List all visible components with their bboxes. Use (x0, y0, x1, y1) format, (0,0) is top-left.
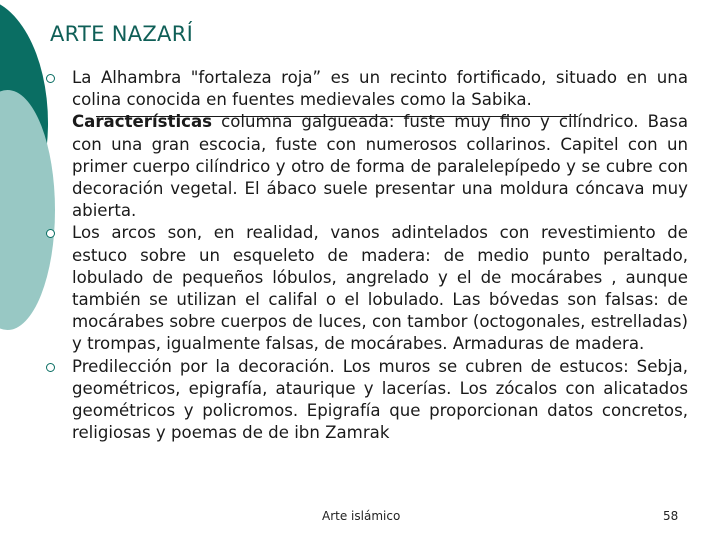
bullet-list (72, 67, 688, 444)
bullet-item-2 (72, 111, 688, 222)
bullet-text-1: La Alhambra "fortaleza roja” es un recinto fortificado, situado en una colina conocida en fuentes medievales como la Sabika. (72, 68, 688, 110)
slide-title: ARTE NAZARÍ (50, 22, 194, 46)
footer-label: Arte islámico (322, 509, 401, 523)
divider-line (96, 116, 578, 117)
bullet-item-4 (72, 356, 688, 445)
bullet-item-1 (72, 67, 688, 111)
bullet-text-4: Predilección por la decoración. Los muros se cubren de estucos: Sebja, geométricos, epigrafía, ataurique y lacerías. Los zócalos con alicatados geométricos y policromos. Epigrafía que proporcionan datos concretos, religiosas y poemas de de ibn Zamrak (72, 356, 688, 443)
bullet-text-3: Los arcos son, en realidad, vanos adintelados con revestimiento de estuco sobre un esqueleto de madera: de medio punto peraltado, lobulado de pequeños lóbulos, angrelado y el de mocárabes , aunque también se utilizan el califal o el lobulado. Las bóvedas son falsas: de mocárabes sobre cuerpos de luces, con tambor (octogonales, estrelladas) y trompas, igualmente falsas, de mocárabes. Armaduras de madera. (72, 223, 688, 354)
circle-bullet-icon (46, 74, 55, 83)
page-number: 58 (663, 509, 679, 523)
bullet-bold-2: Características (72, 112, 213, 132)
circle-bullet-icon (46, 363, 55, 372)
bullet-item-3 (72, 222, 688, 355)
bullet-text-2: columna galgueada: fuste muy fino y cilíndrico. Basa con una gran escocia, fuste con numerosos collarinos. Capitel con un primer cuerpo cilíndrico y otro de forma de paralelepípedo y se cubre con decoración vegetal. El ábaco suele presentar una moldura cóncava muy abierta. (72, 112, 688, 221)
